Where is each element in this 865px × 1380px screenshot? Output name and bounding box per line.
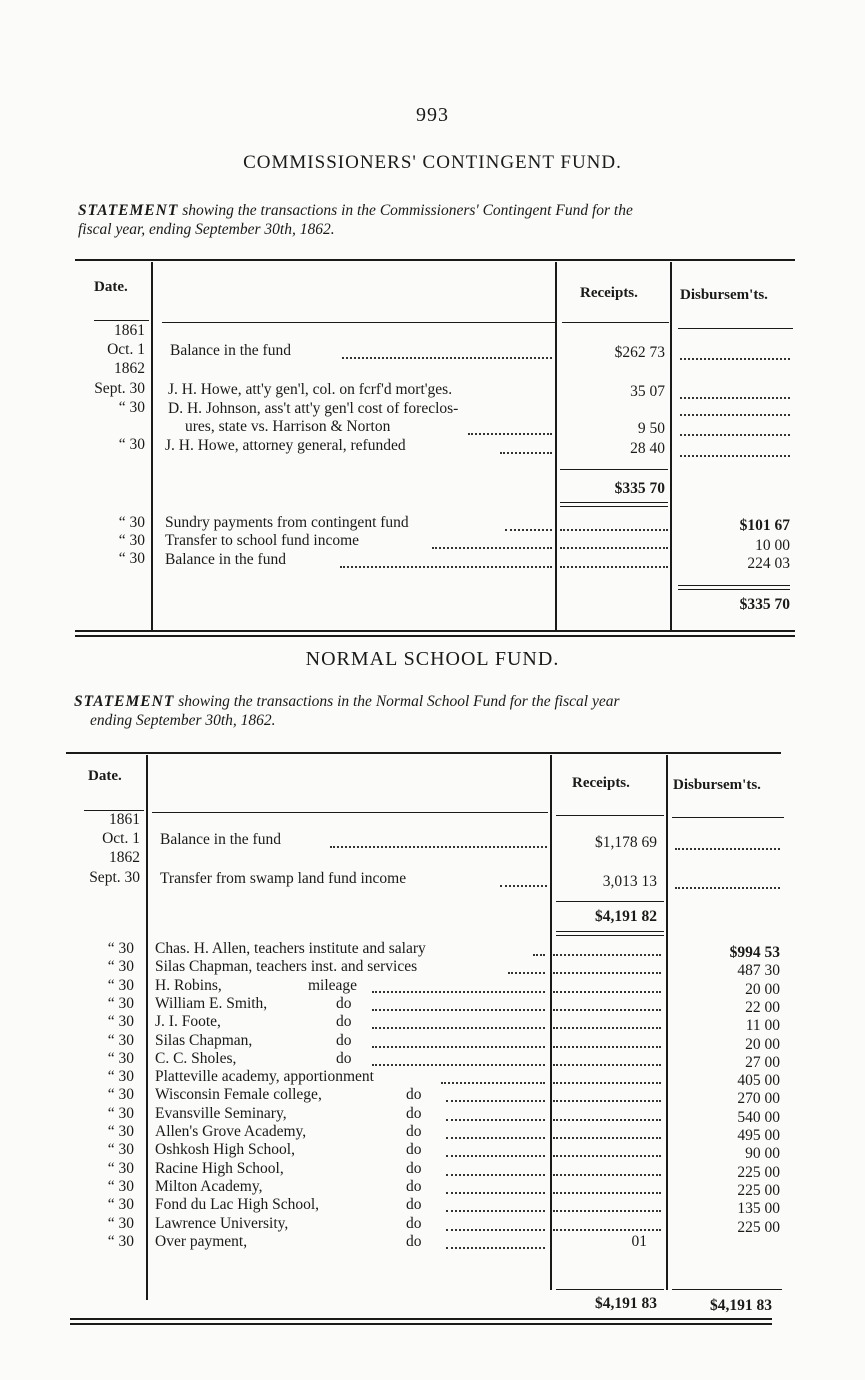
nsf-row-receipts: 3,013 13 bbox=[602, 873, 657, 890]
nsf-payment-disb: 90 00 bbox=[745, 1145, 780, 1163]
ccf-statement-lead: STATEMENT bbox=[78, 202, 179, 219]
nsf-payment-disb: 540 00 bbox=[737, 1108, 780, 1126]
nsf-payment-name: Milton Academy, bbox=[155, 1177, 263, 1195]
ccf-row-date: “ 30 bbox=[118, 532, 145, 549]
nsf-disb-header-rule bbox=[672, 817, 784, 818]
ccf-title: COMMISSIONERS' CONTINGENT FUND. bbox=[243, 152, 622, 173]
ccf-disb-dots bbox=[680, 358, 790, 360]
ccf-row-receipts: 28 40 bbox=[630, 440, 665, 457]
ccf-row-receipts: 9 50 bbox=[637, 420, 665, 437]
nsf-leader-dots bbox=[372, 1009, 545, 1011]
ccf-bottom-rule bbox=[75, 630, 795, 632]
nsf-payment-disb: 27 00 bbox=[745, 1053, 780, 1071]
nsf-subtotal-rule-3 bbox=[556, 935, 664, 936]
ccf-table bbox=[0, 0, 865, 640]
nsf-receipts-dots bbox=[553, 1174, 661, 1176]
ccf-disb-dots bbox=[680, 397, 790, 399]
nsf-receipts-dots bbox=[553, 1210, 661, 1212]
nsf-receipts-dots bbox=[553, 1082, 661, 1084]
nsf-payment-date: “ 30 bbox=[107, 1123, 134, 1140]
nsf-statement-rest: showing the transactions in the Normal School Fund for the fiscal year bbox=[174, 693, 620, 710]
nsf-payment-kind: do bbox=[336, 1049, 352, 1067]
nsf-payment-date: “ 30 bbox=[107, 994, 134, 1012]
ccf-total-rule-2 bbox=[560, 506, 668, 507]
ccf-desc-header-rule bbox=[162, 322, 555, 323]
ccf-disb-dots bbox=[680, 455, 790, 457]
nsf-payment-kind: do bbox=[336, 994, 352, 1012]
nsf-leader-dots bbox=[372, 991, 545, 993]
nsf-payment-name: Chas. H. Allen, teachers institute and salary bbox=[155, 940, 426, 957]
ccf-statement-rest: showing the transactions in the Commissioners' Contingent Fund for the bbox=[178, 202, 633, 219]
nsf-leader-dots bbox=[330, 846, 547, 848]
nsf-payment-name: Allen's Grove Academy, bbox=[155, 1123, 307, 1140]
ccf-disb-total: $335 70 bbox=[739, 596, 790, 613]
nsf-payment-name: William E. Smith, bbox=[155, 994, 268, 1012]
nsf-receipts-dots bbox=[553, 1046, 661, 1048]
nsf-subtotal-rule-2 bbox=[556, 931, 664, 932]
nsf-disb-total-rule bbox=[672, 1289, 782, 1290]
nsf-receipts-dots bbox=[553, 1137, 661, 1139]
nsf-payment-name: C. C. Sholes, bbox=[155, 1049, 237, 1067]
nsf-receipts-dots bbox=[553, 1064, 661, 1066]
nsf-leader-dots bbox=[372, 1046, 545, 1048]
nsf-receipts-dots bbox=[553, 1009, 661, 1011]
ccf-col-rule-3 bbox=[670, 262, 672, 632]
nsf-payment-date: “ 30 bbox=[107, 1177, 134, 1195]
nsf-payment-disb: 495 00 bbox=[737, 1127, 780, 1144]
ccf-leader-dots bbox=[342, 357, 552, 359]
nsf-row-date: Oct. 1 bbox=[102, 830, 140, 847]
nsf-payment-kind: do bbox=[336, 1031, 352, 1049]
nsf-payment-date: “ 30 bbox=[107, 1104, 134, 1122]
nsf-payment-name: Oshkosh High School, bbox=[155, 1141, 295, 1159]
nsf-date-header-rule bbox=[84, 810, 144, 811]
ccf-disb-header-rule bbox=[678, 328, 793, 329]
ccf-disb-dots bbox=[680, 434, 790, 436]
nsf-leader-dots bbox=[446, 1229, 545, 1231]
nsf-payment-disb: 20 00 bbox=[745, 980, 780, 998]
nsf-payment-date: “ 30 bbox=[107, 976, 134, 994]
nsf-leader-dots bbox=[372, 1027, 545, 1029]
nsf-payment-kind: do bbox=[406, 1086, 422, 1104]
nsf-row-date: 1861 bbox=[109, 811, 140, 828]
ccf-row-desc: Balance in the fund bbox=[170, 342, 291, 359]
ccf-row-desc: J. H. Howe, attorney general, refunded bbox=[165, 437, 406, 454]
nsf-payment-kind: do bbox=[406, 1159, 422, 1177]
nsf-leader-dots bbox=[441, 1082, 545, 1084]
ccf-receipts-dots bbox=[560, 547, 668, 549]
nsf-receipts-dots bbox=[553, 954, 661, 956]
ccf-receipts-header-rule bbox=[562, 322, 669, 323]
nsf-payment-date: “ 30 bbox=[107, 1214, 134, 1232]
nsf-desc-header-rule bbox=[152, 812, 548, 813]
nsf-subtotal-rule bbox=[556, 901, 664, 902]
nsf-receipts-dots bbox=[553, 1119, 661, 1121]
ccf-row-desc: J. H. Howe, att'y gen'l, col. on fcrf'd mort'ges. bbox=[168, 381, 453, 398]
nsf-receipts-total-rule bbox=[556, 1289, 664, 1290]
nsf-payment-kind: do bbox=[406, 1214, 422, 1232]
ccf-row-disb: $101 67 bbox=[739, 517, 790, 534]
nsf-receipts-dots bbox=[553, 991, 661, 993]
ccf-statement-line2: fiscal year, ending September 30th, 1862. bbox=[78, 221, 335, 238]
ccf-row-date: “ 30 bbox=[118, 436, 145, 453]
ccf-row-date: “ 30 bbox=[118, 550, 145, 567]
nsf-payment-disb: 11 00 bbox=[745, 1017, 780, 1035]
page-number: 993 bbox=[416, 104, 449, 126]
nsf-leader-dots bbox=[446, 1155, 545, 1157]
nsf-payment-date: “ 30 bbox=[107, 940, 134, 957]
ccf-col-rule-1 bbox=[151, 262, 153, 632]
nsf-receipts-total: $4,191 83 bbox=[595, 1295, 657, 1312]
ccf-row-receipts: $262 73 bbox=[614, 344, 665, 361]
nsf-disb-total: $4,191 83 bbox=[710, 1297, 772, 1314]
nsf-payment-disb: 22 00 bbox=[745, 998, 780, 1016]
ccf-row-disb: 10 00 bbox=[755, 537, 790, 554]
nsf-receipts-subtotal: $4,191 82 bbox=[595, 908, 657, 925]
nsf-payment-disb: 135 00 bbox=[737, 1200, 780, 1218]
ccf-leader-dots bbox=[432, 547, 552, 549]
nsf-receipts-dots bbox=[553, 972, 661, 974]
nsf-top-rule bbox=[66, 752, 781, 754]
nsf-payment-name: Silas Chapman, bbox=[155, 1031, 253, 1049]
ccf-header-date: Date. bbox=[94, 279, 128, 295]
ccf-row-receipts: 35 07 bbox=[630, 383, 665, 400]
ccf-row-disb: 224 03 bbox=[747, 555, 790, 572]
nsf-payment-date: “ 30 bbox=[107, 1141, 134, 1159]
nsf-payment-name: J. I. Foote, bbox=[155, 1013, 221, 1031]
nsf-receipts-dots bbox=[553, 1100, 661, 1102]
nsf-payment-kind: do bbox=[406, 1141, 422, 1159]
nsf-payment-date: “ 30 bbox=[107, 1086, 134, 1104]
ccf-receipts-dots bbox=[560, 529, 668, 531]
nsf-receipts-header-rule bbox=[556, 815, 664, 816]
ccf-header-disbursements: Disbursem'ts. bbox=[680, 287, 768, 303]
ccf-disb-total-rule-2 bbox=[678, 589, 790, 590]
nsf-col-rule-1 bbox=[146, 755, 148, 1300]
nsf-row-desc: Transfer from swamp land fund income bbox=[160, 870, 407, 887]
nsf-payment-receipts: 01 bbox=[631, 1232, 647, 1250]
nsf-payment-name: Lawrence University, bbox=[155, 1214, 289, 1232]
nsf-col-rule-3 bbox=[666, 755, 668, 1290]
ccf-col-rule-2 bbox=[555, 262, 557, 632]
nsf-title: NORMAL SCHOOL FUND. bbox=[305, 648, 560, 670]
nsf-row-date: 1862 bbox=[109, 849, 140, 866]
nsf-receipts-dots bbox=[553, 1229, 661, 1231]
ccf-row-date: 1861 bbox=[114, 322, 145, 339]
nsf-receipts-dots bbox=[553, 1155, 661, 1157]
ccf-row-date: 1862 bbox=[114, 360, 145, 377]
nsf-payment-date: “ 30 bbox=[107, 1232, 134, 1250]
nsf-payment-date: “ 30 bbox=[107, 1068, 134, 1086]
nsf-statement-line2: ending September 30th, 1862. bbox=[90, 712, 276, 729]
nsf-payment-disb: 225 00 bbox=[737, 1181, 780, 1199]
nsf-payment-disb: 20 00 bbox=[745, 1035, 780, 1053]
ccf-date-header-rule bbox=[94, 320, 149, 321]
ccf-bottom-rule-2 bbox=[75, 635, 795, 637]
nsf-payment-date: “ 30 bbox=[107, 958, 134, 976]
nsf-leader-dots bbox=[446, 1174, 545, 1176]
nsf-disb-dots bbox=[675, 848, 780, 850]
nsf-payment-kind: mileage bbox=[308, 976, 358, 994]
nsf-payment-date: “ 30 bbox=[107, 1013, 134, 1031]
nsf-payment-kind: do bbox=[406, 1123, 422, 1140]
nsf-leader-dots bbox=[533, 954, 545, 956]
nsf-payment-name: Wisconsin Female college, bbox=[155, 1086, 322, 1104]
nsf-leader-dots bbox=[372, 1064, 545, 1066]
ccf-row-desc: ures, state vs. Harrison & Norton bbox=[185, 418, 391, 435]
nsf-bottom-rule bbox=[70, 1318, 772, 1320]
nsf-header-date: Date. bbox=[88, 768, 122, 784]
nsf-payment-disb: 225 00 bbox=[737, 1218, 780, 1236]
ccf-row-date: Oct. 1 bbox=[107, 341, 145, 358]
ccf-row-date: “ 30 bbox=[118, 514, 145, 531]
nsf-payment-disb: 270 00 bbox=[737, 1090, 780, 1108]
nsf-payment-name: Racine High School, bbox=[155, 1159, 284, 1177]
nsf-payment-name: Evansville Seminary, bbox=[155, 1104, 287, 1122]
nsf-header-receipts: Receipts. bbox=[572, 775, 630, 791]
nsf-row-receipts: $1,178 69 bbox=[595, 834, 657, 851]
ccf-row-desc: Sundry payments from contingent fund bbox=[165, 514, 409, 531]
nsf-leader-dots bbox=[446, 1192, 545, 1194]
ccf-row-date: “ 30 bbox=[118, 399, 145, 416]
nsf-payment-date: “ 30 bbox=[107, 1159, 134, 1177]
ccf-receipts-total: $335 70 bbox=[614, 480, 665, 497]
nsf-payment-date: “ 30 bbox=[107, 1049, 134, 1067]
ccf-leader-dots bbox=[500, 452, 552, 454]
ccf-row-desc: Transfer to school fund income bbox=[165, 532, 360, 549]
nsf-payment-kind: do bbox=[406, 1177, 422, 1195]
ccf-disb-dots bbox=[680, 414, 790, 416]
ccf-top-rule bbox=[75, 259, 795, 261]
nsf-payment-disb: $994 53 bbox=[729, 944, 780, 961]
nsf-statement bbox=[74, 692, 794, 730]
ccf-header-receipts: Receipts. bbox=[580, 285, 638, 301]
nsf-payment-kind: do bbox=[406, 1104, 422, 1122]
nsf-payment-date: “ 30 bbox=[107, 1031, 134, 1049]
nsf-leader-dots bbox=[446, 1119, 545, 1121]
nsf-payment-name: Silas Chapman, teachers inst. and services bbox=[155, 958, 418, 976]
nsf-leader-dots bbox=[446, 1137, 545, 1139]
nsf-row-desc: Balance in the fund bbox=[160, 831, 281, 848]
ccf-leader-dots bbox=[505, 529, 552, 531]
ccf-subtotal-rule bbox=[560, 469, 668, 470]
nsf-payment-name: Platteville academy, apportionment bbox=[155, 1068, 374, 1086]
nsf-leader-dots bbox=[446, 1247, 545, 1249]
nsf-leader-dots bbox=[446, 1100, 545, 1102]
ccf-receipts-dots bbox=[560, 566, 668, 568]
nsf-row-date: Sept. 30 bbox=[89, 869, 140, 886]
nsf-bottom-rule-2 bbox=[70, 1323, 772, 1325]
nsf-receipts-dots bbox=[553, 1192, 661, 1194]
nsf-payment-kind: do bbox=[406, 1196, 422, 1214]
nsf-col-rule-2 bbox=[550, 755, 552, 1290]
nsf-leader-dots bbox=[500, 885, 547, 887]
ccf-row-desc: D. H. Johnson, ass't att'y gen'l cost of foreclos- bbox=[168, 400, 459, 417]
nsf-payment-kind: do bbox=[406, 1232, 422, 1250]
nsf-payment-disb: 487 30 bbox=[737, 962, 780, 980]
ccf-row-desc: Balance in the fund bbox=[165, 551, 286, 568]
nsf-statement-lead: STATEMENT bbox=[74, 693, 175, 710]
nsf-receipts-dots bbox=[553, 1027, 661, 1029]
ccf-total-rule bbox=[560, 502, 668, 503]
ccf-leader-dots bbox=[468, 433, 552, 435]
nsf-payment-name: Over payment, bbox=[155, 1232, 248, 1250]
ccf-leader-dots bbox=[340, 566, 552, 568]
nsf-payment-date: “ 30 bbox=[107, 1196, 134, 1214]
nsf-leader-dots bbox=[508, 972, 545, 974]
nsf-payment-disb: 405 00 bbox=[737, 1072, 780, 1090]
ccf-disb-total-rule bbox=[678, 585, 790, 586]
ccf-row-date: Sept. 30 bbox=[94, 380, 145, 397]
nsf-disb-dots bbox=[675, 887, 780, 889]
nsf-header-disbursements: Disbursem'ts. bbox=[673, 777, 761, 793]
nsf-payment-disb: 225 00 bbox=[737, 1163, 780, 1181]
nsf-payment-name: Fond du Lac High School, bbox=[155, 1196, 320, 1214]
nsf-leader-dots bbox=[446, 1210, 545, 1212]
nsf-payment-name: H. Robins, bbox=[155, 976, 222, 994]
nsf-payment-kind: do bbox=[336, 1013, 352, 1031]
